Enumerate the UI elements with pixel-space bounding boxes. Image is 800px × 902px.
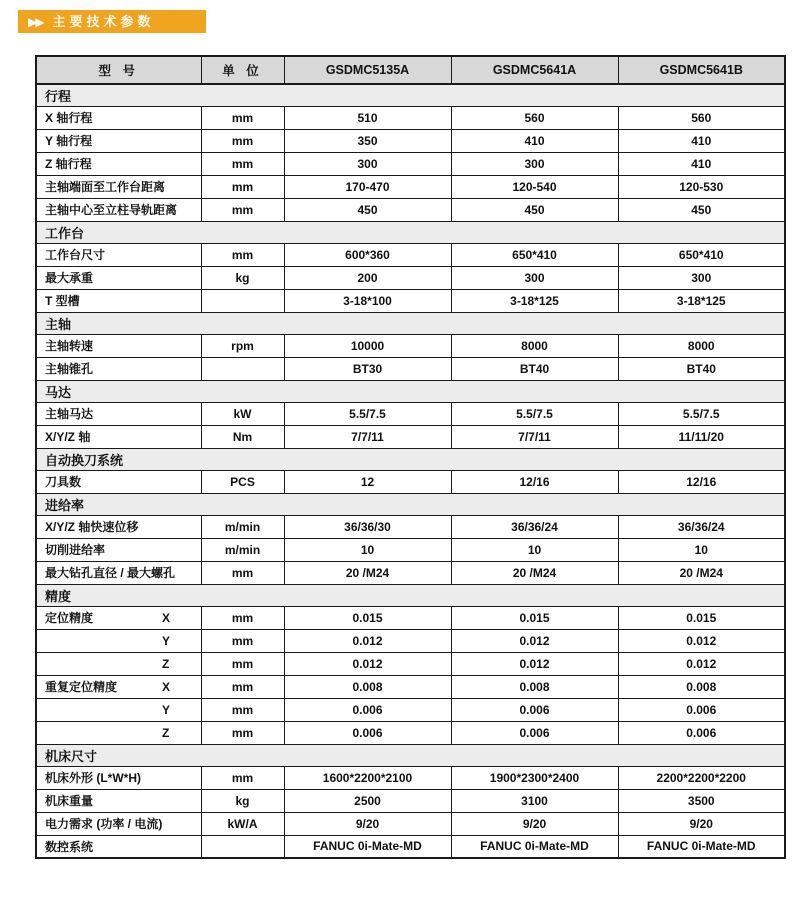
header-row: [36, 56, 785, 84]
spec-unit-cell: mm: [201, 766, 284, 789]
spec-label-cell: [36, 538, 201, 561]
spec-label-cell: [36, 175, 201, 198]
spec-value-cell: 0.012: [284, 629, 451, 652]
spec-unit-cell: mm: [201, 698, 284, 721]
spec-label-text: X 轴行程: [45, 111, 93, 125]
spec-row: [36, 152, 785, 175]
spec-label-cell: [36, 721, 201, 744]
spec-label-text: 最大钻孔直径 / 最大螺孔: [45, 566, 176, 580]
spec-value-cell: 20 /M24: [284, 561, 451, 584]
spec-value-cell: 12/16: [451, 470, 618, 493]
spec-label-cell: [36, 652, 201, 675]
spec-unit-cell: mm: [201, 652, 284, 675]
spec-value-cell: 3-18*100: [284, 289, 451, 312]
spec-value-cell: 120-530: [618, 175, 785, 198]
spec-value-cell: 0.006: [618, 698, 785, 721]
spec-label-text: 工作台尺寸: [45, 248, 106, 262]
spec-label-cell: [36, 606, 201, 629]
spec-value-cell: 0.012: [284, 652, 451, 675]
spec-row: [36, 789, 785, 812]
spec-value-cell: 10000: [284, 334, 451, 357]
spec-label-cell: [36, 334, 201, 357]
spec-value-cell: 36/36/24: [451, 515, 618, 538]
spec-row: [36, 175, 785, 198]
spec-unit-cell: kW/A: [201, 812, 284, 835]
spec-unit-cell: kW: [201, 402, 284, 425]
section-title: 行程: [36, 84, 785, 106]
spec-value-cell: 560: [451, 106, 618, 129]
spec-value-cell: BT40: [451, 357, 618, 380]
spec-unit-cell: mm: [201, 152, 284, 175]
spec-row: [36, 606, 785, 629]
spec-value-cell: 2500: [284, 789, 451, 812]
spec-value-cell: 560: [618, 106, 785, 129]
column-header-unit: 单 位: [201, 56, 284, 84]
spec-value-cell: 0.015: [618, 606, 785, 629]
section-row: [36, 744, 785, 766]
spec-unit-cell: [201, 835, 284, 858]
section-title: 机床尺寸: [36, 744, 785, 766]
spec-value-cell: 200: [284, 266, 451, 289]
spec-row: [36, 515, 785, 538]
spec-label-cell: [36, 812, 201, 835]
spec-value-cell: 3-18*125: [618, 289, 785, 312]
spec-value-cell: 650*410: [451, 243, 618, 266]
section-row: [36, 312, 785, 334]
column-header-model-label: 型 号: [36, 56, 201, 84]
spec-label-cell: [36, 515, 201, 538]
spec-value-cell: 7/7/11: [451, 425, 618, 448]
spec-label-text: 主轴马达: [45, 407, 94, 421]
spec-label-text: 电力需求 (功率 / 电流): [45, 817, 163, 831]
spec-label-cell: [36, 402, 201, 425]
spec-value-cell: 120-540: [451, 175, 618, 198]
spec-unit-cell: mm: [201, 561, 284, 584]
double-arrow-icon: ▶▶: [28, 14, 43, 29]
spec-row: [36, 198, 785, 221]
spec-value-cell: 11/11/20: [618, 425, 785, 448]
axis-label: Z: [162, 656, 170, 671]
spec-value-cell: 9/20: [284, 812, 451, 835]
spec-value-cell: BT30: [284, 357, 451, 380]
spec-row: [36, 106, 785, 129]
spec-value-cell: 8000: [618, 334, 785, 357]
spec-unit-cell: rpm: [201, 334, 284, 357]
spec-value-cell: 12/16: [618, 470, 785, 493]
axis-label: Y: [162, 702, 171, 717]
axis-label: Y: [162, 633, 171, 648]
spec-table: [35, 55, 786, 859]
spec-label-cell: [36, 357, 201, 380]
spec-label-cell: [36, 129, 201, 152]
spec-label-text: 主轴端面至工作台距离: [45, 180, 166, 194]
spec-value-cell: 410: [451, 129, 618, 152]
spec-value-cell: 350: [284, 129, 451, 152]
spec-value-cell: 0.015: [284, 606, 451, 629]
spec-unit-cell: Nm: [201, 425, 284, 448]
spec-value-cell: 3-18*125: [451, 289, 618, 312]
spec-unit-cell: mm: [201, 106, 284, 129]
section-title: 精度: [36, 584, 785, 606]
spec-label-cell: [36, 106, 201, 129]
spec-value-cell: 20 /M24: [451, 561, 618, 584]
spec-row: [36, 402, 785, 425]
spec-value-cell: 9/20: [618, 812, 785, 835]
spec-value-cell: 0.008: [451, 675, 618, 698]
spec-unit-cell: mm: [201, 175, 284, 198]
spec-value-cell: 5.5/7.5: [618, 402, 785, 425]
spec-unit-cell: mm: [201, 198, 284, 221]
spec-unit-cell: m/min: [201, 515, 284, 538]
spec-label-cell: [36, 766, 201, 789]
spec-unit-cell: mm: [201, 129, 284, 152]
spec-value-cell: 0.006: [618, 721, 785, 744]
spec-value-cell: 300: [618, 266, 785, 289]
spec-value-cell: 600*360: [284, 243, 451, 266]
spec-value-cell: 36/36/24: [618, 515, 785, 538]
spec-label-text: 最大承重: [45, 271, 94, 285]
spec-label-text: 定位精度: [45, 611, 94, 625]
banner-title: 主要技术参数: [52, 14, 155, 29]
section-banner: [18, 10, 206, 33]
spec-label-cell: [36, 675, 201, 698]
section-row: [36, 84, 785, 106]
column-header-model-a: GSDMC5135A: [284, 56, 451, 84]
spec-value-cell: 300: [451, 266, 618, 289]
spec-unit-cell: mm: [201, 243, 284, 266]
spec-row: [36, 675, 785, 698]
spec-value-cell: 450: [618, 198, 785, 221]
spec-value-cell: 10: [451, 538, 618, 561]
spec-value-cell: 12: [284, 470, 451, 493]
spec-label-text: 主轴锥孔: [45, 362, 94, 376]
spec-table-header: [36, 56, 785, 84]
spec-value-cell: 10: [284, 538, 451, 561]
spec-row: [36, 835, 785, 858]
spec-label-text: 切削进给率: [45, 543, 106, 557]
spec-value-cell: 650*410: [618, 243, 785, 266]
spec-value-cell: 0.008: [618, 675, 785, 698]
spec-row: [36, 698, 785, 721]
section-row: [36, 380, 785, 402]
section-title: 进给率: [36, 493, 785, 515]
spec-value-cell: 10: [618, 538, 785, 561]
spec-label-cell: [36, 266, 201, 289]
spec-value-cell: 0.012: [451, 629, 618, 652]
spec-row: [36, 470, 785, 493]
spec-label-cell: [36, 698, 201, 721]
spec-value-cell: FANUC 0i-Mate-MD: [618, 835, 785, 858]
spec-row: [36, 334, 785, 357]
spec-value-cell: 510: [284, 106, 451, 129]
spec-value-cell: 8000: [451, 334, 618, 357]
spec-label-text: 数控系统: [45, 839, 94, 854]
spec-label-text: 主轴中心至立柱导轨距离: [45, 203, 178, 217]
spec-value-cell: FANUC 0i-Mate-MD: [284, 835, 451, 858]
column-header-model-c: GSDMC5641B: [618, 56, 785, 84]
spec-label-cell: [36, 470, 201, 493]
spec-value-cell: FANUC 0i-Mate-MD: [451, 835, 618, 858]
spec-value-cell: 0.008: [284, 675, 451, 698]
spec-label-cell: [36, 561, 201, 584]
spec-value-cell: 0.012: [618, 629, 785, 652]
spec-label-cell: [36, 789, 201, 812]
spec-value-cell: 450: [451, 198, 618, 221]
axis-label: X: [162, 679, 171, 694]
column-header-model-b: GSDMC5641A: [451, 56, 618, 84]
section-row: [36, 584, 785, 606]
spec-row: [36, 629, 785, 652]
section-row: [36, 493, 785, 515]
spec-unit-cell: [201, 289, 284, 312]
section-title: 工作台: [36, 221, 785, 243]
spec-value-cell: 9/20: [451, 812, 618, 835]
spec-label-text: X/Y/Z 轴: [45, 430, 91, 444]
spec-row: [36, 129, 785, 152]
spec-label-cell: [36, 243, 201, 266]
spec-value-cell: 1900*2300*2400: [451, 766, 618, 789]
section-row: [36, 221, 785, 243]
spec-value-cell: 5.5/7.5: [284, 402, 451, 425]
axis-label: Z: [162, 725, 170, 740]
spec-row: [36, 721, 785, 744]
spec-value-cell: 0.006: [451, 721, 618, 744]
spec-label-cell: [36, 629, 201, 652]
axis-label: X: [162, 610, 171, 625]
spec-unit-cell: m/min: [201, 538, 284, 561]
spec-label-text: Y 轴行程: [45, 134, 93, 148]
section-row: [36, 448, 785, 470]
section-title: 马达: [36, 380, 785, 402]
spec-row: [36, 266, 785, 289]
spec-value-cell: 300: [284, 152, 451, 175]
spec-label-cell: [36, 152, 201, 175]
spec-unit-cell: PCS: [201, 470, 284, 493]
spec-value-cell: BT40: [618, 357, 785, 380]
spec-value-cell: 7/7/11: [284, 425, 451, 448]
spec-label-text: 主轴转速: [45, 339, 94, 353]
spec-label-cell: [36, 289, 201, 312]
spec-label-text: Z 轴行程: [45, 157, 92, 171]
spec-value-cell: 1600*2200*2100: [284, 766, 451, 789]
spec-label-text: 机床外形 (L*W*H): [45, 771, 141, 785]
spec-value-cell: 450: [284, 198, 451, 221]
spec-label-text: 机床重量: [45, 794, 94, 808]
spec-row: [36, 561, 785, 584]
section-title: 主轴: [36, 312, 785, 334]
spec-row: [36, 357, 785, 380]
spec-row: [36, 766, 785, 789]
spec-unit-cell: mm: [201, 721, 284, 744]
spec-value-cell: 3500: [618, 789, 785, 812]
spec-value-cell: 3100: [451, 789, 618, 812]
spec-value-cell: 0.012: [618, 652, 785, 675]
spec-value-cell: 300: [451, 152, 618, 175]
spec-row: [36, 652, 785, 675]
spec-value-cell: 5.5/7.5: [451, 402, 618, 425]
spec-label-cell: [36, 835, 201, 858]
spec-label-text: 刀具数: [45, 475, 82, 489]
spec-label-text: T 型槽: [45, 294, 80, 308]
spec-value-cell: 170-470: [284, 175, 451, 198]
spec-table-body: [36, 84, 785, 858]
spec-label-text: X/Y/Z 轴快速位移: [45, 520, 139, 534]
spec-label-text: 重复定位精度: [45, 680, 118, 694]
spec-value-cell: 410: [618, 129, 785, 152]
spec-value-cell: 20 /M24: [618, 561, 785, 584]
spec-row: [36, 243, 785, 266]
spec-value-cell: 0.015: [451, 606, 618, 629]
spec-row: [36, 425, 785, 448]
spec-value-cell: 36/36/30: [284, 515, 451, 538]
spec-row: [36, 538, 785, 561]
spec-row: [36, 812, 785, 835]
spec-value-cell: 0.006: [284, 698, 451, 721]
spec-value-cell: 0.012: [451, 652, 618, 675]
spec-unit-cell: [201, 357, 284, 380]
section-title: 自动换刀系统: [36, 448, 785, 470]
spec-value-cell: 2200*2200*2200: [618, 766, 785, 789]
spec-value-cell: 410: [618, 152, 785, 175]
spec-unit-cell: kg: [201, 266, 284, 289]
spec-unit-cell: mm: [201, 629, 284, 652]
spec-label-cell: [36, 425, 201, 448]
spec-unit-cell: kg: [201, 789, 284, 812]
spec-value-cell: 0.006: [284, 721, 451, 744]
spec-row: [36, 289, 785, 312]
spec-unit-cell: mm: [201, 675, 284, 698]
spec-label-cell: [36, 198, 201, 221]
spec-value-cell: 0.006: [451, 698, 618, 721]
spec-unit-cell: mm: [201, 606, 284, 629]
